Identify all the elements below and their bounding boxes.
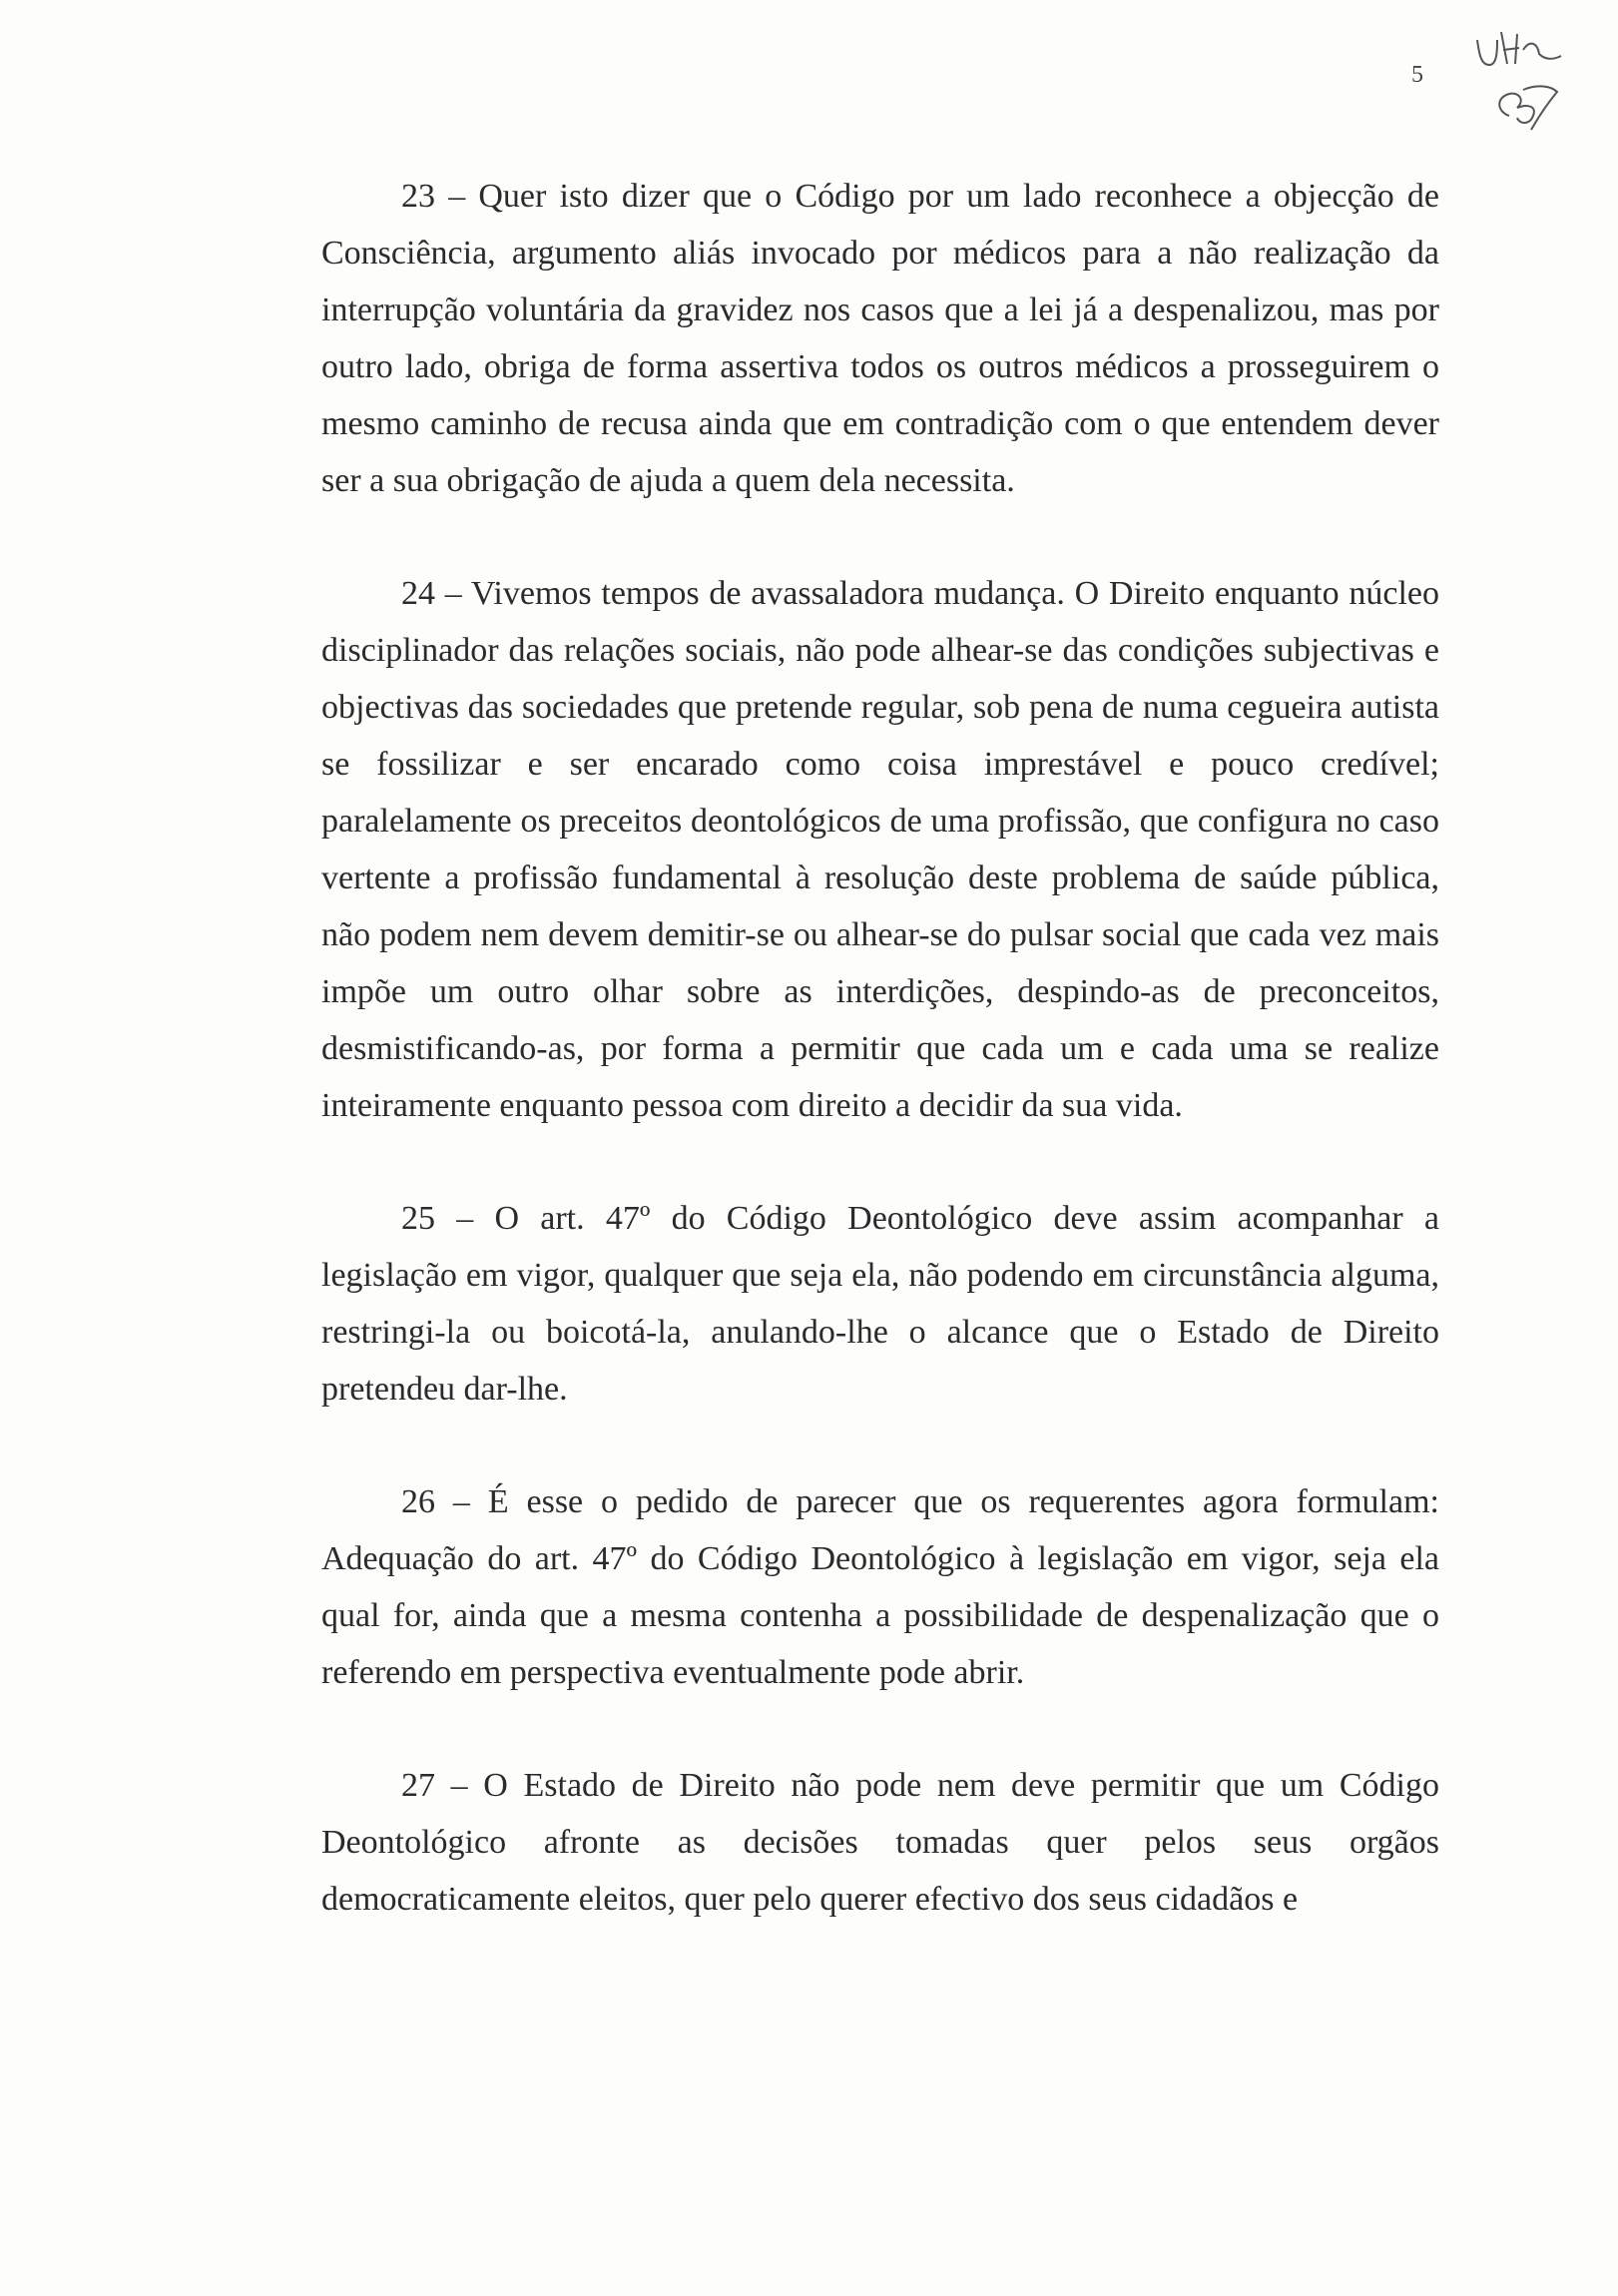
paragraph-number: 25 xyxy=(401,1200,435,1237)
paragraph-26 xyxy=(321,1473,1439,1701)
body-text xyxy=(321,168,1439,1984)
paragraph-number: 26 xyxy=(401,1483,435,1520)
page-number: 5 xyxy=(1411,62,1423,88)
paragraph-text: – O Estado de Direito não pode nem deve permitir que um Código Deontológico afronte as decisões tomadas quer pelos seus orgãos democraticamente eleitos, quer pelo querer efectivo dos seus cidadãos e xyxy=(321,1767,1439,1918)
paragraph-text: – O art. 47º do Código Deontológico deve assim acompanhar a legislação em vigor, qualquer que seja ela, não podendo em circunstância alguma, restringi-la ou boicotá-la, anulando-lhe o alcance que o Estado de Direito pretendeu dar-lhe. xyxy=(321,1200,1439,1408)
handwritten-initials-mark xyxy=(1467,20,1587,150)
paragraph-25 xyxy=(321,1190,1439,1418)
paragraph-23 xyxy=(321,168,1439,509)
paragraph-text: – Vivemos tempos de avassaladora mudança. O Direito enquanto núcleo disciplinador das relações sociais, não pode alhear-se das condições subjectivas e objectivas das sociedades que pretende regular, sob pena de numa cegueira autista se fossilizar e ser encarado como coisa imprestável e pouco credível; paralelamente os preceitos deontológicos de uma profissão, que configura no caso vertente a profissão fundamental à resolução deste problema de saúde pública, não podem nem devem demitir-se ou alhear-se do pulsar social que cada vez mais impõe um outro olhar sobre as interdições, despindo-as de preconceitos, desmistificando-as, por forma a permitir que cada um e cada uma se realize inteiramente enquanto pessoa com direito a decidir da sua vida. xyxy=(321,575,1439,1124)
paragraph-27 xyxy=(321,1757,1439,1928)
paragraph-number: 27 xyxy=(401,1767,435,1804)
paragraph-24 xyxy=(321,565,1439,1134)
paragraph-text: – Quer isto dizer que o Código por um lado reconhece a objecção de Consciência, argumento aliás invocado por médicos para a não realização da interrupção voluntária da gravidez nos casos que a lei já a despenalizou, mas por outro lado, obriga de forma assertiva todos os outros médicos a prosseguirem o mesmo caminho de recusa ainda que em contradição com o que entendem dever ser a sua obrigação de ajuda a quem dela necessita. xyxy=(321,178,1439,499)
paragraph-number: 23 xyxy=(401,178,435,215)
paragraph-number: 24 xyxy=(401,575,435,612)
paragraph-text: – É esse o pedido de parecer que os requerentes agora formulam: Adequação do art. 47º do Código Deontológico à legislação em vigor, seja ela qual for, ainda que a mesma contenha a possibilidade de despenalização que o referendo em perspectiva eventualmente pode abrir. xyxy=(321,1483,1439,1691)
